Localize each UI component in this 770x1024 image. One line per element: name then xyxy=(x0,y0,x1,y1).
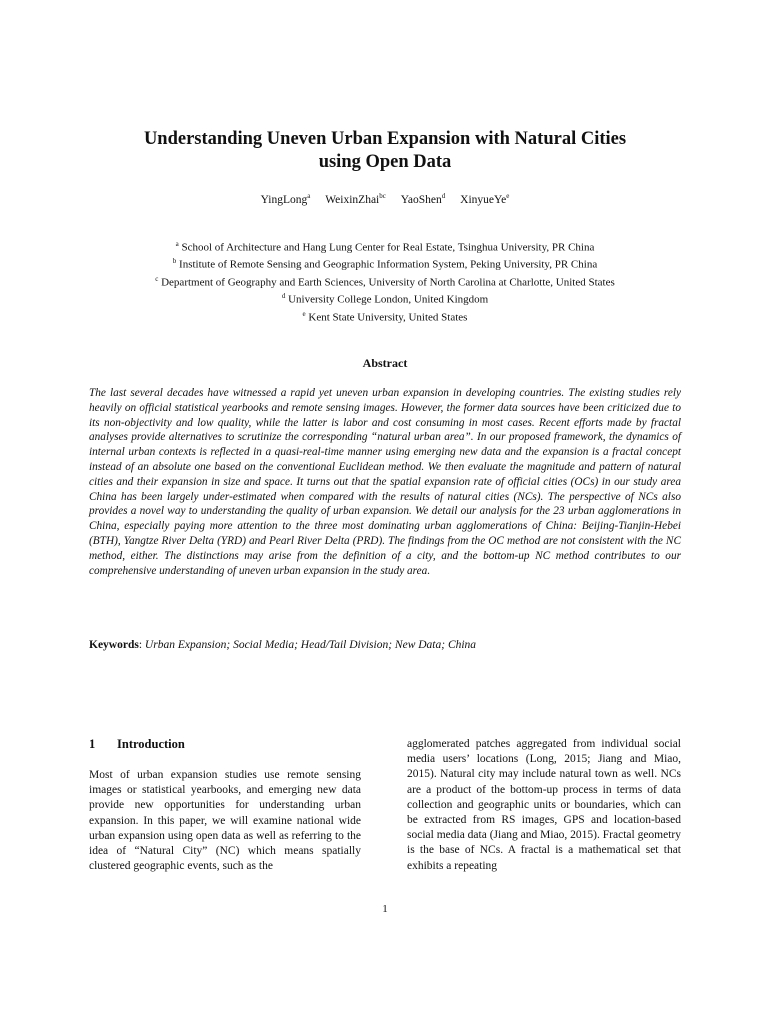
affil-mark: b xyxy=(172,257,177,266)
author-affil-mark: a xyxy=(307,192,311,200)
author-name: XinyueYe xyxy=(460,193,507,206)
affil-text: Department of Geography and Earth Sciences, University of North Carolina at Charlotte, United States xyxy=(158,276,615,289)
author-affil-mark: d xyxy=(441,192,446,200)
author-list xyxy=(90,192,680,206)
paper-title xyxy=(90,128,680,174)
affiliation-b xyxy=(60,255,710,272)
author-affil-mark: e xyxy=(506,192,510,200)
author-2 xyxy=(325,194,386,206)
keywords-label: Keywords xyxy=(89,639,139,651)
intro-left-column: Most of urban expansion studies use remote sensing images or statistical yearbooks, and emerging new data provide new opportunities for understanding urban expansion. In this paper, we will examine national wide urban expansion using open data as well as referring to the idea of “Natural City” (NC) which means spatially clustered geographic events, such as the xyxy=(89,769,361,873)
affil-text: Kent State University, United States xyxy=(305,311,468,324)
author-name: YaoShen xyxy=(400,193,442,206)
author-4 xyxy=(460,194,509,206)
intro-right-column: agglomerated patches aggregated from individual social media users’ locations (Long, 2015; Jiang and Miao, 2015). Natural city may include natural town as well. NCs are a product of the bottom-up process in terms of data collection and geographic units or boundaries, which can be extracted from RS images, GPS and location-based social media data (Jiang and Miao, 2015). Fractal geometry is the base of NCs. A fractal is a mathematical set that exhibits a repeating xyxy=(407,738,681,872)
abstract-text: The last several decades have witnessed a rapid yet uneven urban expansion in developing countries. The existing studies rely heavily on official statistical yearbooks and remote sensing images. However, the former data sources have been criticized due to its non-objectivity and low quality, while the latter is labor and cost consuming in most cases. Recent efforts made by fractal analyses provide alternatives to scrutinize the corresponding “natural urban area”. In our proposed framework, the dynamics of internal urban contexts is reflected in a quasi-real-time manner using emerging new data and the expansion is a fractal concept instead of an absolute one based on the conventional Euclidean method. We then evaluate the magnitude and pattern of natural cities and their expansion in size and space. It turns out that the spatial expansion rate of official cities (OCs) in our study area China has been largely under-estimated when compared with the results of natural cities (NCs). The perspective of NCs also provides a novel way to understanding the quality of urban expansion. We detail our analysis for the 23 urban agglomerations in China, especially paying more attention to the three most dominating urban agglomerations of China: Beijing-Tianjin-Hebei (BTH), Yangtze River Delta (YRD) and Pearl River Delta (PRD). The findings from the OC method are not consistent with the NC method, either. The distinctions may arise from the definition of a city, and the bottom-up NC method contributes to our comprehensive understanding of uneven urban expansion in the study area. xyxy=(89,387,681,577)
affil-text: Institute of Remote Sensing and Geographic Information System, Peking University, PR China xyxy=(176,259,598,272)
author-affil-mark: bc xyxy=(379,192,386,200)
title-line-2: using Open Data xyxy=(318,152,452,172)
affiliation-e xyxy=(60,308,710,325)
affil-mark: d xyxy=(281,292,286,301)
affiliation-d xyxy=(60,290,710,307)
section-heading xyxy=(89,737,361,752)
title-line-1: Understanding Uneven Urban Expansion with Natural Cities xyxy=(143,129,627,149)
affil-text: School of Architecture and Hang Lung Center for Real Estate, Tsinghua University, PR China xyxy=(178,241,595,254)
author-1 xyxy=(261,194,311,206)
page-number: 1 xyxy=(382,903,388,915)
affil-mark: e xyxy=(302,309,306,318)
affil-mark: a xyxy=(175,240,179,248)
section-title: Introduction xyxy=(117,737,185,751)
affil-mark: c xyxy=(155,274,159,283)
author-name: WeixinZhai xyxy=(325,193,380,206)
section-number: 1 xyxy=(89,737,96,751)
affiliation-c xyxy=(60,273,710,290)
abstract-heading: Abstract xyxy=(362,356,408,370)
keywords-line: Keywords: Urban Expansion; Social Media; Head/Tail Division; New Data; China xyxy=(89,639,477,651)
keywords-list: Urban Expansion; Social Media; Head/Tail Division; New Data; China xyxy=(144,639,477,651)
affiliation-a xyxy=(60,238,710,255)
affil-text: University College London, United Kingdom xyxy=(285,294,489,307)
author-3 xyxy=(401,194,446,206)
affiliation-list xyxy=(60,238,710,325)
author-name: YingLong xyxy=(260,193,308,206)
